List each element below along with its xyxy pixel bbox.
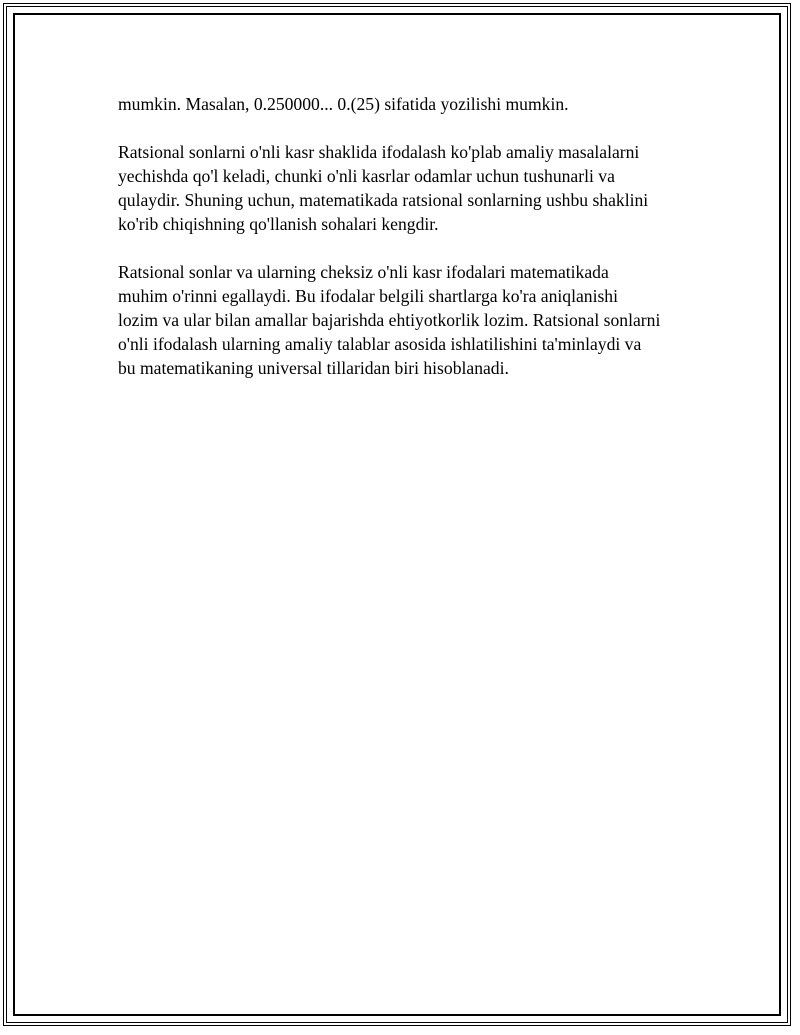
text-line: o'nli ifodalash ularning amaliy talablar asosida ishlatilishini ta'minlaydi va <box>118 334 642 354</box>
text-line: yechishda qo'l keladi, chunki o'nli kasrlar odamlar uchun tushunarli va <box>118 166 615 186</box>
text-line: muhim o'rinni egallaydi. Bu ifodalar belgili shartlarga ko'ra aniqlanishi <box>118 286 618 306</box>
text-line: qulaydir. Shuning uchun, matematikada ratsional sonlarning ushbu shaklini <box>118 190 649 210</box>
text-line: Ratsional sonlar va ularning cheksiz o'nli kasr ifodalari matematikada <box>118 262 609 282</box>
paragraph-3 <box>118 260 698 380</box>
text-line: mumkin. Masalan, 0.250000... 0.(25) sifatida yozilishi mumkin. <box>118 94 569 114</box>
text-line: lozim va ular bilan amallar bajarishda ehtiyotkorlik lozim. Ratsional sonlarni <box>118 310 661 330</box>
paragraph-2 <box>118 140 698 236</box>
text-line: ko'rib chiqishning qo'llanish sohalari kengdir. <box>118 214 439 234</box>
paragraph-1 <box>118 92 698 116</box>
text-line: bu matematikaning universal tillaridan biri hisoblanadi. <box>118 358 509 378</box>
document-body <box>118 92 698 404</box>
text-line: Ratsional sonlarni o'nli kasr shaklida ifodalash ko'plab amaliy masalalarni <box>118 142 640 162</box>
